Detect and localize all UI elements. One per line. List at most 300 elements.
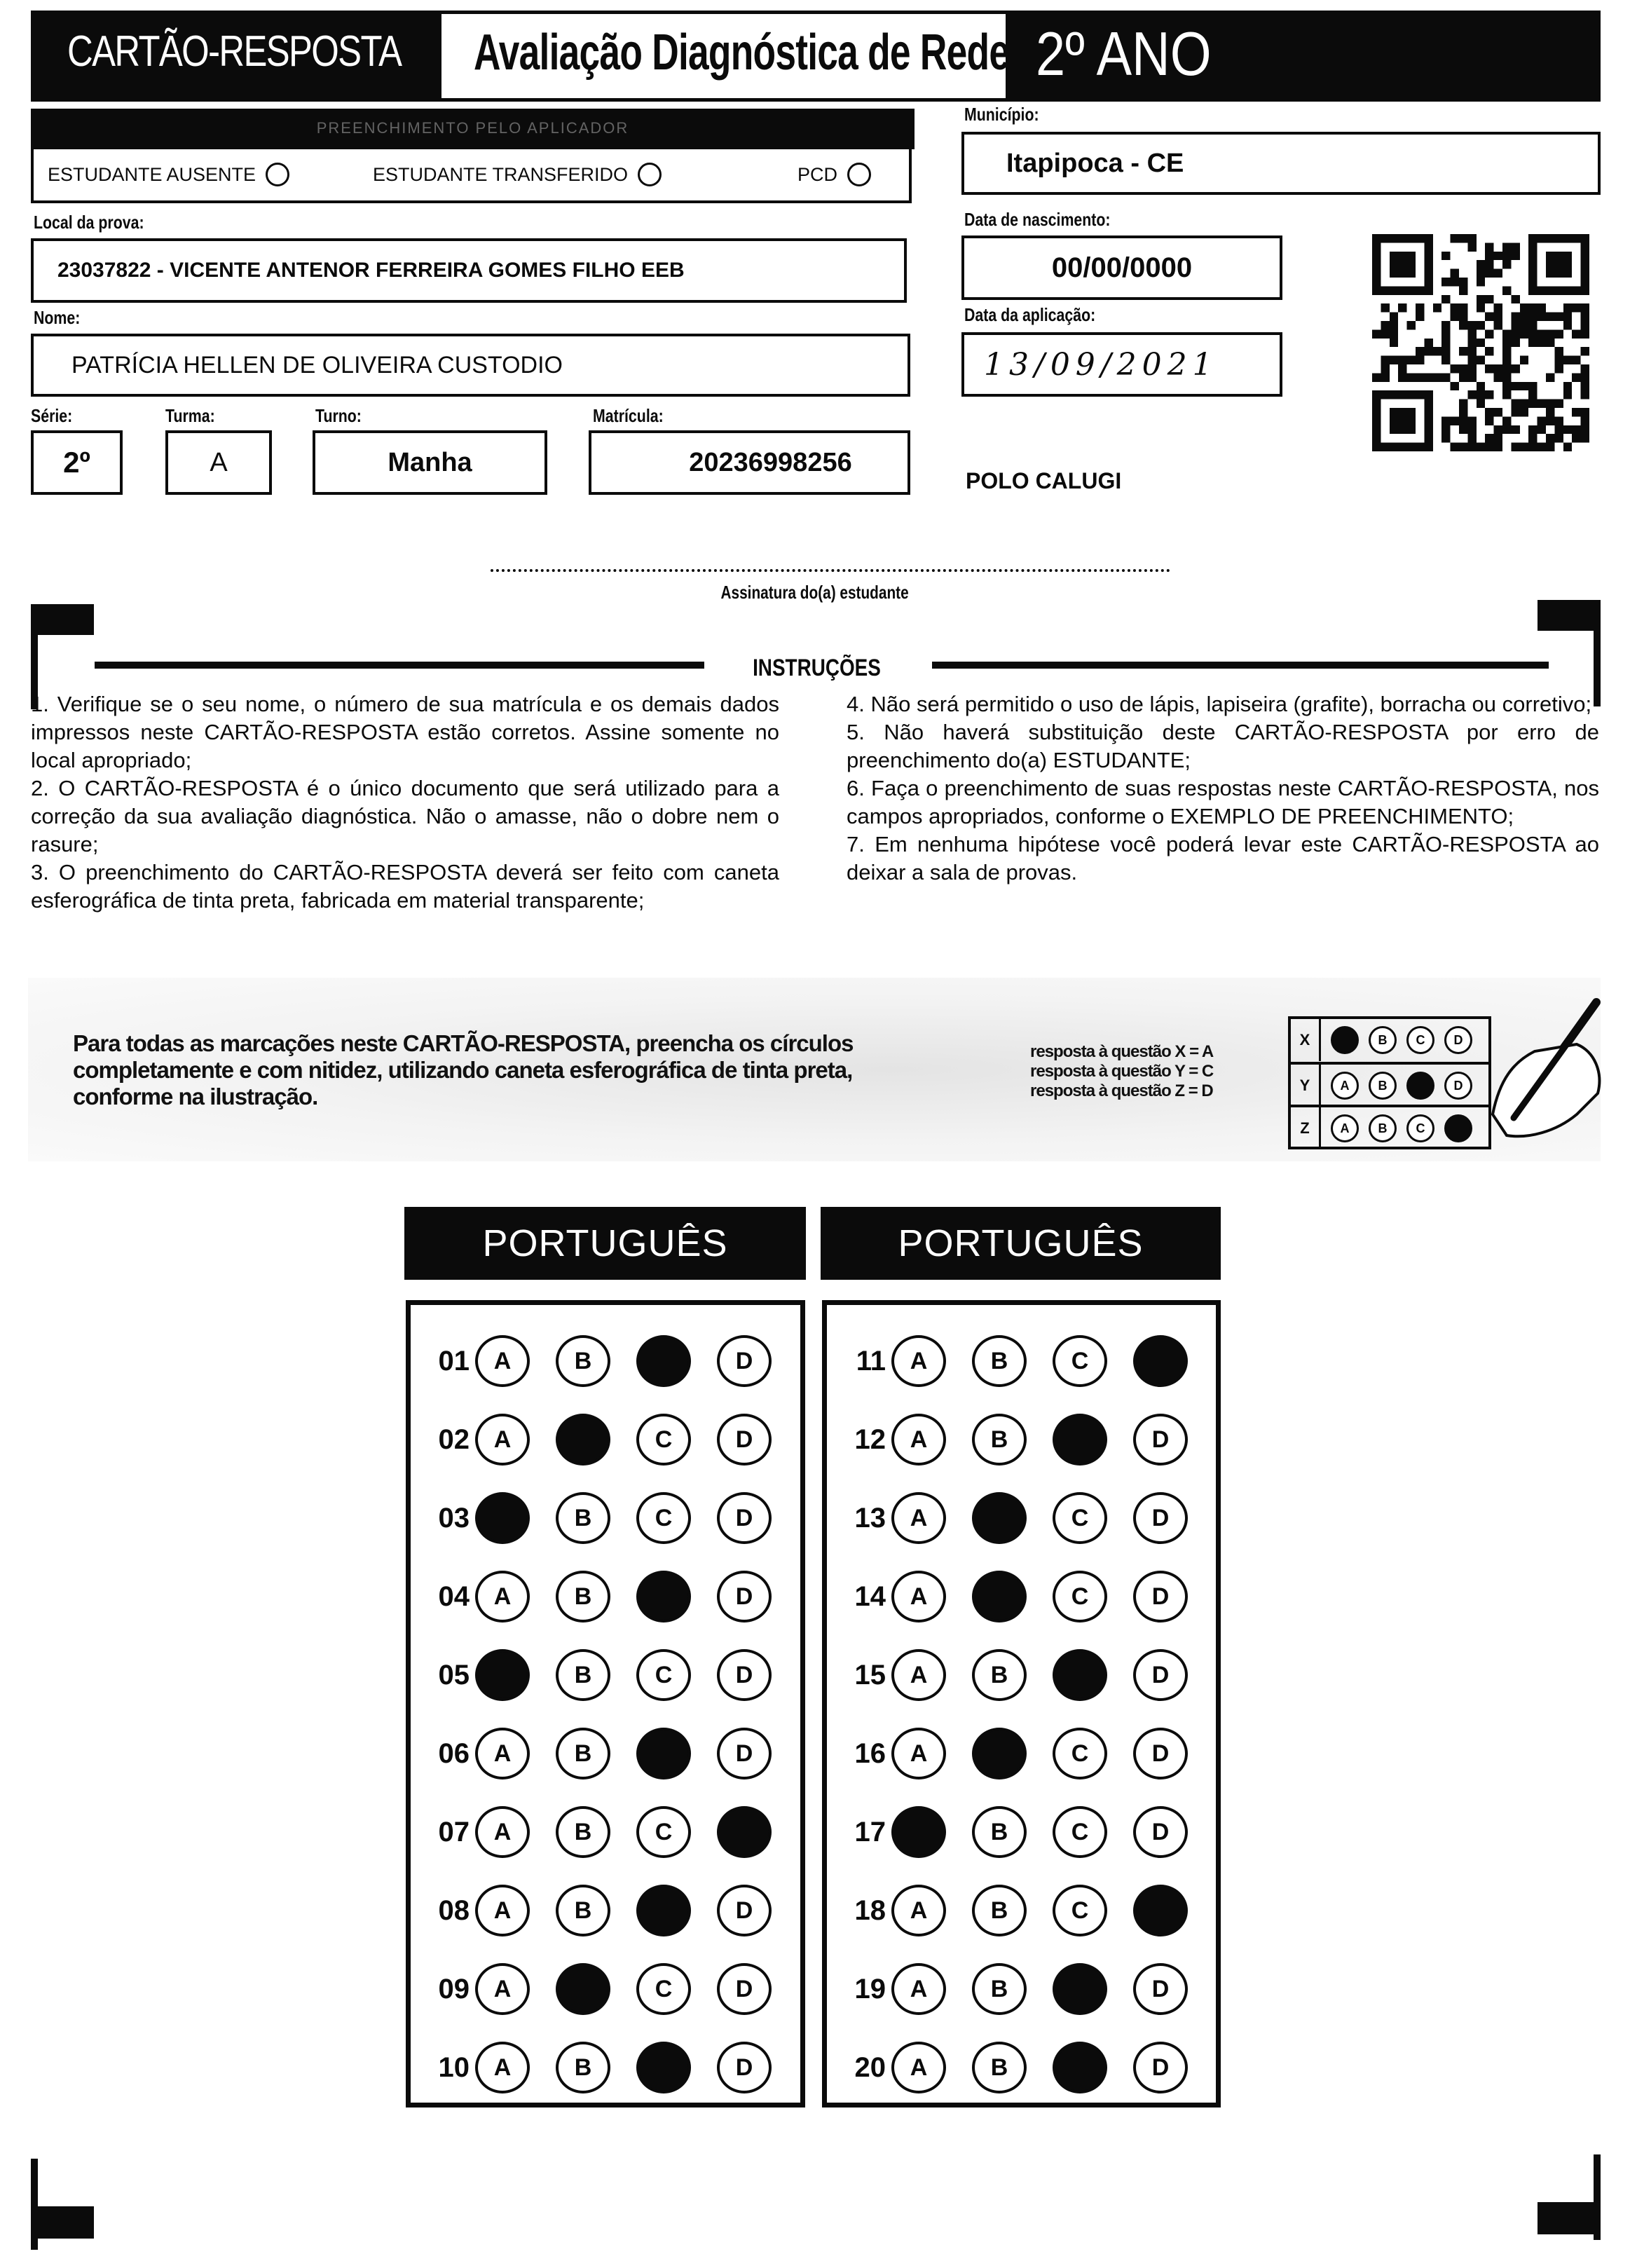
qr-module: [1537, 329, 1546, 338]
answer-bubble-20-c[interactable]: [1053, 2042, 1107, 2093]
instruction-1: 1. Verifique se o seu nome, o número de sua matrícula e os demais dados impressos neste CARTÃO-RESPOSTA estão corretos. Assine somente no local apropriado;: [31, 692, 779, 772]
qr-module: [1467, 347, 1476, 355]
qr-module: [1467, 390, 1476, 399]
aplicacao-label: Data da aplicação:: [964, 304, 1096, 325]
answer-bubble-11-b[interactable]: B: [972, 1335, 1027, 1387]
qr-module: [1485, 252, 1493, 260]
instruction-6: 6. Faça o preenchimento de suas respostas neste CARTÃO-RESPOSTA, nos campos apropriados, conforme o EXEMPLO DE PREENCHIMENTO;: [847, 776, 1599, 828]
qr-module: [1581, 303, 1589, 312]
answer-bubble-08-c[interactable]: [636, 1885, 691, 1936]
answer-bubble-15-d[interactable]: D: [1133, 1649, 1188, 1701]
instructions-rule-left: [95, 662, 704, 669]
qr-module: [1467, 321, 1476, 329]
qr-module: [1433, 347, 1441, 355]
turno-value: Manha: [388, 447, 472, 477]
qr-module: [1424, 347, 1432, 355]
qr-module: [1511, 443, 1519, 451]
answer-bubble-15-a[interactable]: A: [891, 1649, 946, 1701]
instruction-5: 5. Não haverá substituição deste CARTÃO-RESPOSTA por erro de preenchimento do(a) ESTUDANTE;: [847, 720, 1599, 772]
example-bubble-y-b: B: [1369, 1072, 1397, 1100]
answer-bubble-17-d[interactable]: D: [1133, 1806, 1188, 1858]
qr-module: [1381, 356, 1389, 364]
qr-module: [1520, 303, 1528, 312]
qr-module: [1477, 443, 1485, 451]
qr-module: [1477, 269, 1485, 278]
nome-value: PATRÍCIA HELLEN DE OLIVEIRA CUSTODIO: [71, 351, 563, 378]
qr-module: [1477, 260, 1485, 268]
transferred-option[interactable]: [373, 163, 662, 186]
pcd-option[interactable]: [797, 163, 871, 186]
answer-bubble-14-a[interactable]: A: [891, 1571, 946, 1623]
signature-line[interactable]: [491, 569, 1170, 572]
answer-bubble-07-d[interactable]: [717, 1806, 772, 1858]
qr-module: [1485, 443, 1493, 451]
answer-bubble-11-a[interactable]: A: [891, 1335, 946, 1387]
question-number: 14: [854, 1580, 886, 1612]
qr-module: [1467, 242, 1476, 251]
local-value: 23037822 - VICENTE ANTENOR FERREIRA GOMES FILHO EEB: [57, 259, 685, 282]
qr-module: [1572, 408, 1580, 416]
turno-label: Turno:: [315, 405, 362, 426]
qr-module: [1485, 408, 1493, 416]
question-number: 09: [438, 1973, 470, 2004]
qr-module: [1572, 303, 1580, 312]
qr-module: [1563, 443, 1572, 451]
qr-module: [1467, 373, 1476, 381]
qr-module: [1511, 399, 1519, 408]
qr-module: [1572, 434, 1580, 442]
question-row-10: [411, 2040, 800, 2096]
qr-module: [1372, 373, 1381, 381]
qr-module: [1416, 356, 1424, 364]
qr-module: [1451, 364, 1459, 373]
qr-module: [1554, 425, 1563, 434]
instruction-4: 4. Não será permitido o uso de lápis, lapiseira (grafite), borracha ou corretivo;: [847, 692, 1592, 716]
aplicacao-handwritten: 13/09/2021: [984, 346, 1218, 383]
qr-module: [1459, 286, 1467, 294]
qr-module: [1581, 425, 1589, 434]
corner-mark-tl-block: [31, 604, 94, 635]
question-row-08: [411, 1883, 800, 1939]
qr-module: [1554, 347, 1563, 355]
qr-module: [1407, 373, 1416, 381]
example-bubble-x-a: [1331, 1026, 1359, 1054]
qr-module: [1502, 242, 1511, 251]
qr-module: [1441, 321, 1450, 329]
qr-module: [1563, 313, 1572, 321]
subject-header-left: PORTUGUÊS: [404, 1207, 806, 1280]
answer-bubble-12-d[interactable]: D: [1133, 1414, 1188, 1466]
qr-module: [1424, 373, 1432, 381]
qr-module: [1494, 443, 1502, 451]
qr-module: [1572, 425, 1580, 434]
answer-bubble-16-c[interactable]: C: [1053, 1728, 1107, 1779]
qr-module: [1581, 373, 1589, 381]
instructions-title: [701, 655, 932, 682]
answer-bubble-01-a[interactable]: A: [475, 1335, 530, 1387]
answer-bubble-11-d[interactable]: [1133, 1335, 1188, 1387]
qr-module: [1520, 313, 1528, 321]
qr-module: [1563, 303, 1572, 312]
qr-module: [1398, 303, 1406, 312]
qr-module: [1511, 321, 1519, 329]
qr-module: [1459, 373, 1467, 381]
answer-bubble-01-b[interactable]: B: [556, 1335, 610, 1387]
question-number: 15: [854, 1659, 886, 1690]
pcd-radio[interactable]: [847, 163, 871, 186]
answer-bubble-01-d[interactable]: D: [717, 1335, 772, 1387]
qr-module: [1485, 260, 1493, 268]
answer-bubble-13-d[interactable]: D: [1133, 1492, 1188, 1544]
question-row-04: [411, 1569, 800, 1625]
qr-module: [1554, 416, 1563, 425]
qr-module: [1441, 295, 1450, 303]
answer-bubble-08-b[interactable]: B: [556, 1885, 610, 1936]
instructions-right: [847, 690, 1599, 887]
serie-label: Série:: [31, 405, 73, 426]
answer-bubble-13-b[interactable]: [972, 1492, 1027, 1544]
qr-module: [1485, 416, 1493, 425]
question-number: 18: [854, 1894, 886, 1926]
answer-bubble-04-c[interactable]: [636, 1571, 691, 1623]
qr-module: [1459, 278, 1467, 286]
qr-module: [1459, 425, 1467, 434]
qr-module: [1546, 408, 1554, 416]
qr-module: [1494, 434, 1502, 442]
qr-module: [1381, 303, 1389, 312]
question-row-07: [411, 1804, 800, 1860]
question-row-12: [827, 1412, 1216, 1468]
qr-module: [1485, 434, 1493, 442]
instructions-left: [31, 690, 779, 915]
nascimento-label: Data de nascimento:: [964, 209, 1111, 230]
legend-line-z: resposta à questão Z = D: [1030, 1081, 1213, 1100]
qr-finder-core: [1546, 252, 1572, 278]
question-number: 07: [438, 1816, 470, 1847]
qr-module: [1572, 356, 1580, 364]
answer-bubble-05-d[interactable]: D: [717, 1649, 772, 1701]
answer-bubble-03-c[interactable]: C: [636, 1492, 691, 1544]
answer-bubble-14-d[interactable]: D: [1133, 1571, 1188, 1623]
corner-mark-tr-block: [1537, 600, 1601, 631]
nome-label: Nome:: [34, 307, 81, 328]
qr-module: [1537, 416, 1546, 425]
answer-bubble-11-c[interactable]: C: [1053, 1335, 1107, 1387]
qr-module: [1528, 303, 1537, 312]
turno-field: [313, 430, 547, 495]
qr-module: [1511, 382, 1519, 390]
instruction-7: 7. Em nenhuma hipótese você poderá levar este CARTÃO-RESPOSTA ao deixar a sala de provas.: [847, 832, 1599, 884]
answer-bubble-16-d[interactable]: D: [1133, 1728, 1188, 1779]
answer-bubble-12-c[interactable]: [1053, 1414, 1107, 1466]
qr-module: [1563, 382, 1572, 390]
qr-module: [1390, 321, 1398, 329]
instruction-2: 2. O CARTÃO-RESPOSTA é o único documento que será utilizado para a correção da sua avaliação diagnóstica. Não o amasse, não o dobre nem o rasure;: [31, 776, 779, 856]
qr-module: [1467, 434, 1476, 442]
qr-module: [1441, 252, 1450, 260]
qr-module: [1520, 408, 1528, 416]
qr-module: [1494, 364, 1502, 373]
answer-bubble-02-a[interactable]: A: [475, 1414, 530, 1466]
qr-finder-core: [1390, 408, 1416, 434]
polo-label: POLO CALUGI: [966, 468, 1122, 493]
answer-bubble-20-b[interactable]: B: [972, 2042, 1027, 2093]
answer-bubble-17-b[interactable]: B: [972, 1806, 1027, 1858]
question-row-09: [411, 1961, 800, 2017]
qr-module: [1477, 399, 1485, 408]
aplicacao-field[interactable]: [961, 332, 1282, 397]
qr-module: [1502, 286, 1511, 294]
answer-bubble-04-d[interactable]: D: [717, 1571, 772, 1623]
answer-bubble-17-c[interactable]: C: [1053, 1806, 1107, 1858]
answer-bubble-18-c[interactable]: C: [1053, 1885, 1107, 1936]
qr-module: [1441, 356, 1450, 364]
answer-bubble-03-d[interactable]: D: [717, 1492, 772, 1544]
answer-bubble-09-c[interactable]: C: [636, 1963, 691, 2015]
answer-bubble-06-d[interactable]: D: [717, 1728, 772, 1779]
qr-module: [1477, 278, 1485, 286]
qr-module: [1494, 269, 1502, 278]
answer-bubble-16-b[interactable]: [972, 1728, 1027, 1779]
qr-module: [1528, 425, 1537, 434]
qr-module: [1520, 356, 1528, 364]
qr-module: [1467, 443, 1476, 451]
question-row-06: [411, 1726, 800, 1782]
qr-module: [1520, 321, 1528, 329]
question-number: 10: [438, 2051, 470, 2083]
question-number: 01: [438, 1345, 470, 1376]
answer-bubble-04-a[interactable]: A: [475, 1571, 530, 1623]
answer-bubble-07-c[interactable]: C: [636, 1806, 691, 1858]
question-number: 13: [854, 1502, 886, 1533]
answer-bubble-01-c[interactable]: [636, 1335, 691, 1387]
qr-module: [1520, 443, 1528, 451]
answer-bubble-05-b[interactable]: B: [556, 1649, 610, 1701]
qr-module: [1554, 364, 1563, 373]
answer-bubble-08-a[interactable]: A: [475, 1885, 530, 1936]
signature-label: [0, 582, 1630, 603]
qr-module: [1563, 390, 1572, 399]
answer-bubble-02-b[interactable]: [556, 1414, 610, 1466]
qr-module: [1511, 408, 1519, 416]
answer-bubble-20-a[interactable]: A: [891, 2042, 946, 2093]
turma-field: [165, 430, 272, 495]
question-row-11: [827, 1333, 1216, 1389]
answer-bubble-12-b[interactable]: B: [972, 1414, 1027, 1466]
qr-module: [1537, 303, 1546, 312]
qr-module: [1441, 329, 1450, 338]
answer-bubble-19-d[interactable]: D: [1133, 1963, 1188, 2015]
answer-bubble-07-a[interactable]: A: [475, 1806, 530, 1858]
qr-module: [1477, 382, 1485, 390]
qr-module: [1502, 347, 1511, 355]
question-number: 02: [438, 1423, 470, 1455]
qr-module: [1451, 269, 1459, 278]
qr-module: [1459, 443, 1467, 451]
qr-module: [1502, 339, 1511, 347]
answer-bubble-06-c[interactable]: [636, 1728, 691, 1779]
answer-bubble-07-b[interactable]: B: [556, 1806, 610, 1858]
qr-module: [1451, 382, 1459, 390]
example-bubble-y-a: A: [1331, 1072, 1359, 1100]
answer-bubble-10-c[interactable]: [636, 2042, 691, 2093]
answer-bubble-14-b[interactable]: [972, 1571, 1027, 1623]
answer-bubble-18-b[interactable]: B: [972, 1885, 1027, 1936]
qr-module: [1441, 373, 1450, 381]
qr-module: [1581, 321, 1589, 329]
qr-module: [1467, 416, 1476, 425]
question-row-05: [411, 1647, 800, 1703]
example-question-label: Y: [1291, 1065, 1321, 1107]
qr-module: [1485, 347, 1493, 355]
qr-module: [1528, 434, 1537, 442]
qr-module: [1381, 321, 1389, 329]
qr-module: [1554, 329, 1563, 338]
answer-bubble-15-b[interactable]: B: [972, 1649, 1027, 1701]
answer-bubble-10-d[interactable]: D: [717, 2042, 772, 2093]
nascimento-field: [961, 235, 1282, 300]
qr-module: [1502, 425, 1511, 434]
local-field: [31, 238, 907, 303]
answer-bubble-17-a[interactable]: [891, 1806, 946, 1858]
qr-module: [1546, 443, 1554, 451]
nome-field: [31, 334, 910, 397]
question-number: 03: [438, 1502, 470, 1533]
qr-module: [1467, 425, 1476, 434]
qr-module: [1502, 390, 1511, 399]
turma-label: Turma:: [165, 405, 215, 426]
question-row-20: [827, 2040, 1216, 2096]
answer-bubble-05-a[interactable]: [475, 1649, 530, 1701]
answer-bubble-06-b[interactable]: B: [556, 1728, 610, 1779]
answer-bubble-09-b[interactable]: [556, 1963, 610, 2015]
qr-module: [1581, 390, 1589, 399]
qr-module: [1546, 339, 1554, 347]
qr-module: [1581, 416, 1589, 425]
qr-module: [1416, 313, 1424, 321]
answer-bubble-13-a[interactable]: A: [891, 1492, 946, 1544]
qr-module: [1459, 234, 1467, 242]
answer-bubble-09-a[interactable]: A: [475, 1963, 530, 2015]
answer-bubble-10-a[interactable]: A: [475, 2042, 530, 2093]
answer-bubble-14-c[interactable]: C: [1053, 1571, 1107, 1623]
fill-example-text: Para todas as marcações neste CARTÃO-RESPOSTA, preencha os círculos completamente e com nitidez, utilizando caneta esferográfica de tinta preta, conforme na ilustração.: [73, 1030, 854, 1109]
example-bubble-y-d: D: [1444, 1072, 1472, 1100]
qr-module: [1433, 373, 1441, 381]
answer-bubble-13-c[interactable]: C: [1053, 1492, 1107, 1544]
qr-module: [1485, 364, 1493, 373]
fill-example-grid: [1288, 1016, 1491, 1149]
example-row-x: [1291, 1019, 1488, 1061]
question-row-14: [827, 1569, 1216, 1625]
qr-module: [1441, 339, 1450, 347]
question-number: 12: [854, 1423, 886, 1455]
qr-module: [1494, 313, 1502, 321]
question-row-17: [827, 1804, 1216, 1860]
applicator-bar-text: PREENCHIMENTO PELO APLICADOR: [316, 119, 629, 137]
qr-module: [1407, 356, 1416, 364]
qr-module: [1511, 313, 1519, 321]
qr-module: [1441, 347, 1450, 355]
qr-module: [1537, 313, 1546, 321]
absent-option[interactable]: [48, 163, 289, 186]
answer-bubble-02-c[interactable]: C: [636, 1414, 691, 1466]
answer-bubble-09-d[interactable]: D: [717, 1963, 772, 2015]
matricula-label: Matrícula:: [593, 405, 664, 426]
answer-grid-left: [406, 1300, 805, 2108]
question-row-13: [827, 1490, 1216, 1546]
qr-module: [1502, 356, 1511, 364]
question-number: 17: [854, 1816, 886, 1847]
answer-bubble-12-a[interactable]: A: [891, 1414, 946, 1466]
qr-module: [1546, 416, 1554, 425]
qr-module: [1528, 329, 1537, 338]
question-row-01: [411, 1333, 800, 1389]
instructions-rule-right: [932, 662, 1549, 669]
absent-radio[interactable]: [266, 163, 289, 186]
instruction-3: 3. O preenchimento do CARTÃO-RESPOSTA deverá ser feito com caneta esferográfica de tinta preta, fabricada em material transparente;: [31, 860, 779, 913]
answer-bubble-19-a[interactable]: A: [891, 1963, 946, 2015]
qr-module: [1502, 329, 1511, 338]
answer-bubble-10-b[interactable]: B: [556, 2042, 610, 2093]
answer-bubble-04-b[interactable]: B: [556, 1571, 610, 1623]
example-bubble-z-a: A: [1331, 1114, 1359, 1142]
question-row-02: [411, 1412, 800, 1468]
qr-module: [1494, 425, 1502, 434]
answer-bubble-06-a[interactable]: A: [475, 1728, 530, 1779]
answer-grid-right: [822, 1300, 1221, 2108]
answer-bubble-18-a[interactable]: A: [891, 1885, 946, 1936]
qr-module: [1467, 339, 1476, 347]
hand-with-pen-icon: [1472, 995, 1605, 1156]
legend-line-x: resposta à questão X = A: [1030, 1042, 1214, 1061]
answer-bubble-15-c[interactable]: [1053, 1649, 1107, 1701]
answer-bubble-18-d[interactable]: [1133, 1885, 1188, 1936]
transferred-label: ESTUDANTE TRANSFERIDO: [373, 163, 629, 185]
answer-bubble-03-b[interactable]: B: [556, 1492, 610, 1544]
qr-module: [1372, 329, 1381, 338]
qr-module: [1416, 303, 1424, 312]
qr-module: [1477, 339, 1485, 347]
qr-module: [1459, 399, 1467, 408]
qr-module: [1459, 347, 1467, 355]
answer-bubble-16-a[interactable]: A: [891, 1728, 946, 1779]
qr-module: [1581, 382, 1589, 390]
fill-example-legend: [1030, 1042, 1213, 1101]
answer-bubble-19-b[interactable]: B: [972, 1963, 1027, 2015]
qr-module: [1381, 364, 1389, 373]
answer-bubble-08-d[interactable]: D: [717, 1885, 772, 1936]
qr-module: [1459, 303, 1467, 312]
qr-module: [1467, 364, 1476, 373]
example-question-label: Z: [1291, 1107, 1321, 1149]
local-label: Local da prova:: [34, 212, 144, 233]
answer-bubble-20-d[interactable]: D: [1133, 2042, 1188, 2093]
answer-bubble-03-a[interactable]: [475, 1492, 530, 1544]
qr-module: [1554, 399, 1563, 408]
answer-bubble-02-d[interactable]: D: [717, 1414, 772, 1466]
qr-module: [1537, 399, 1546, 408]
qr-module: [1554, 356, 1563, 364]
qr-finder-core: [1390, 252, 1416, 278]
qr-module: [1511, 329, 1519, 338]
qr-module: [1381, 373, 1389, 381]
qr-module: [1494, 252, 1502, 260]
answer-bubble-05-c[interactable]: C: [636, 1649, 691, 1701]
transferred-radio[interactable]: [638, 163, 662, 186]
answer-bubble-19-c[interactable]: [1053, 1963, 1107, 2015]
qr-module: [1485, 390, 1493, 399]
